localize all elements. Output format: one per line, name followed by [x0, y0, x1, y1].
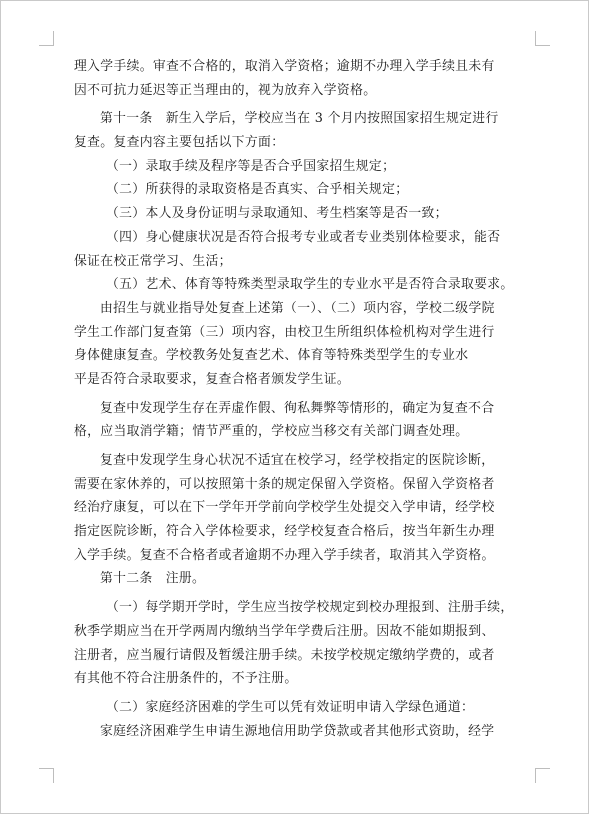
- text-line: 复查。复查内容主要包括以下方面：: [74, 135, 285, 151]
- list-item: （二）所获得的录取资格是否真实、合乎相关规定；: [106, 182, 409, 198]
- paragraph-start: 家庭经济困难学生申请生源地信用助学贷款或者其他形式资助，经学: [100, 723, 495, 739]
- document-body: [74, 55, 522, 743]
- text-line: 注册者，应当履行请假及暂缓注册手续。未按学校规定缴纳学费的，或者: [74, 647, 495, 663]
- text-line: 经治疗康复，可以在下一学年开学前向学校学生处提交入学申请，经学校: [74, 500, 495, 516]
- paragraph-start: 复查中发现学生存在弄虚作假、徇私舞弊等情形的，确定为复查不合: [100, 400, 495, 416]
- crop-mark-bottom-right: [535, 768, 550, 783]
- text-line: 需要在家休养的，可以按照第十条的规定保留入学资格。保留入学资格者: [74, 476, 495, 492]
- paragraph-start: 复查中发现学生身心状况不适宜在校学习，经学校指定的医院诊断，: [100, 453, 495, 468]
- text-line: 入学手续。复查不合格者或者逾期不办理入学手续者，取消其入学资格。: [74, 547, 495, 563]
- text-line: 身体健康复查。学校教务处复查艺术、体育等特殊类型学生的专业水: [74, 348, 469, 364]
- text-line: 秋季学期应当在开学两周内缴纳当学年学费后注册。因故不能如期报到、: [74, 623, 495, 639]
- list-item: （五）艺术、体育等特殊类型录取学生的专业水平是否符合录取要求。: [106, 277, 514, 293]
- list-item: （四）身心健康状况是否符合报考专业或者专业类别体检要求，能否: [106, 229, 501, 245]
- text-line: 格，应当取消学籍；情节严重的，学校应当移交有关部门调查处理。: [74, 424, 469, 440]
- crop-mark-bottom-left: [39, 768, 54, 783]
- list-item: （一）每学期开学时，学生应当按学校规定到校办理报到、注册手续，: [106, 600, 514, 616]
- list-item: （二）家庭经济困难的学生可以凭有效证明申请入学绿色通道：: [106, 699, 475, 715]
- crop-mark-top-left: [39, 31, 54, 46]
- text-line: 平是否符合录取要求，复查合格者颁发学生证。: [74, 371, 351, 387]
- text-line: 学生工作部门复查第（三）项内容，由校卫生所组织体检机构对学生进行: [74, 324, 495, 340]
- article-12-heading: 第十二条 注册。: [100, 571, 206, 587]
- paragraph-start: 由招生与就业指导处复查上述第（一）、（二）项内容，学校二级学院: [100, 300, 495, 316]
- text-line: 指定医院诊断，符合入学体检要求，经学校复查合格后，按当年新生办理: [74, 524, 495, 540]
- text-line: 保证在校正常学习、生活；: [74, 253, 232, 269]
- text-line: 理入学手续。审查不合格的，取消入学资格；逾期不办理入学手续且未有: [74, 59, 495, 74]
- list-item: （三）本人及身份证明与录取通知、考生档案等是否一致；: [106, 206, 448, 222]
- list-item: （一）录取手续及程序等是否合乎国家招生规定；: [106, 158, 396, 174]
- crop-mark-top-right: [535, 31, 550, 46]
- text-line: 因不可抗力延迟等正当理由的，视为放弃入学资格。: [74, 82, 377, 98]
- text-line: 有其他不符合注册条件的，不予注册。: [74, 671, 298, 687]
- article-11-heading: 第十一条 新生入学后，学校应当在 3 个月内按照国家招生规定进行: [100, 111, 499, 127]
